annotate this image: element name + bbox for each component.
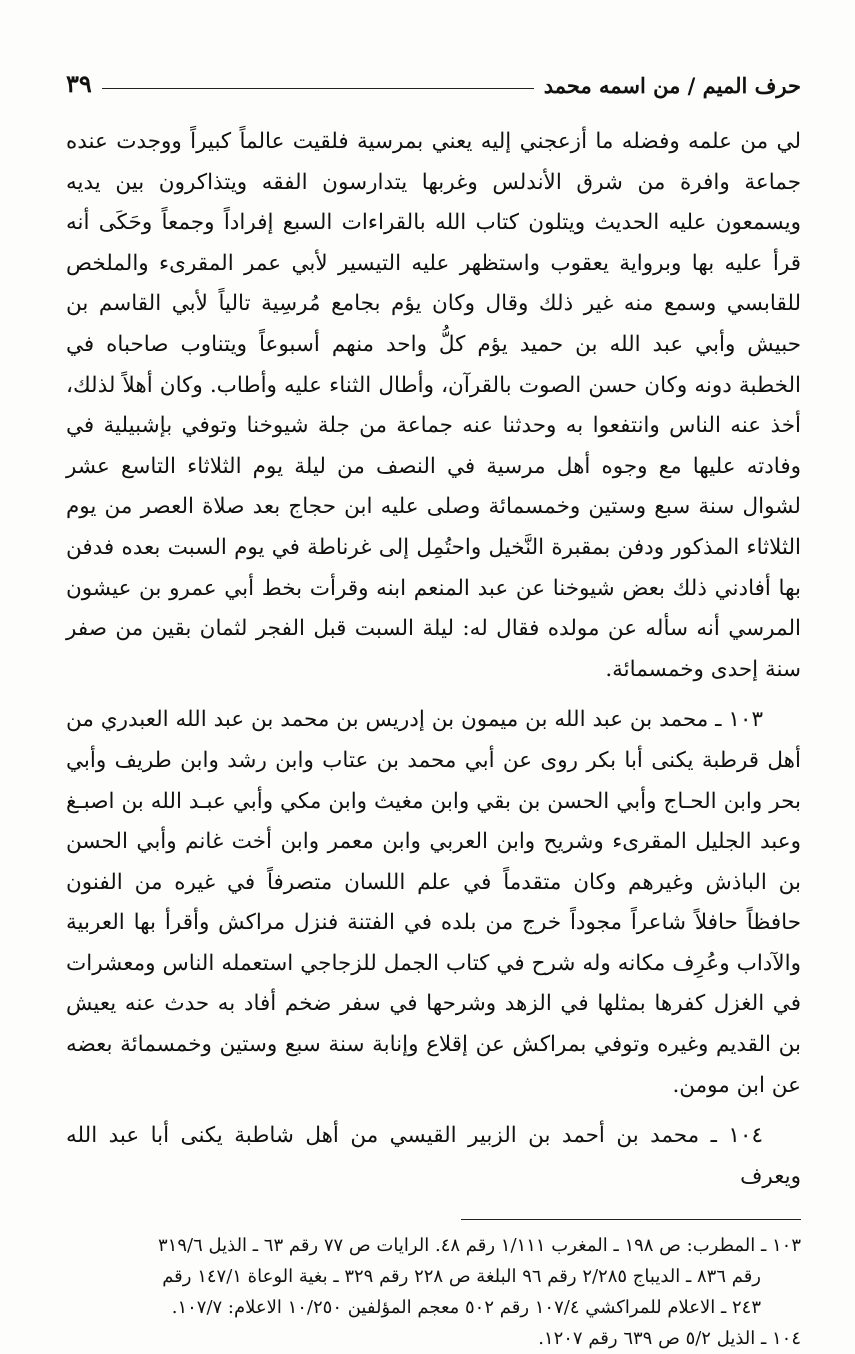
header-title: حرف الميم / من اسمه محمد bbox=[543, 73, 801, 98]
footnote-line: ١٠٤ ـ الذيل ٥/٢ ص ٦٣٩ رقم ١٢٠٧. bbox=[538, 1328, 801, 1350]
footnote-line: ١٠٣ ـ المطرب: ص ١٩٨ ـ المغرب ١/١١١ رقم ٤٨. الرايات ص ٧٧ رقم ٦٣ ـ الذيل ٣١٩/٦ bbox=[158, 1235, 801, 1257]
footnote-rule bbox=[461, 1219, 801, 1220]
main-text bbox=[66, 122, 801, 1197]
footnote-line: رقم ٨٣٦ ـ الديباج ٢/٢٨٥ رقم ٩٦ البلغة ص ٢٢٨ رقم ٣٢٩ ـ بغية الوعاة ١٤٧/١ رقم bbox=[162, 1266, 761, 1288]
footnotes bbox=[66, 1219, 801, 1354]
book-page bbox=[66, 58, 801, 1354]
paragraph-continuation: لي من علمه وفضله ما أزعجني إليه يعني بمرسية فلقيت عالماً كبيراً ووجدت عنده جماعة وافرة من شرق الأندلس وغربها يتدارسون الفقه ويتذاكرون بين يديه ويسمعون عليه الحديث ويتلون كتاب الله بالقراءات السبع إفراداً وجمعاً وحَكَى أنه قرأ عليه بها وبرواية يعقوب واستظهر عليه التيسير لأبي عمر المقرىء والملخص للقابسي وسمع منه غير ذلك وقال وكان يؤم بجامع مُرسِية تالياً لأبي القاسم بن حبيش وأبي عبد الله بن حميد يؤم كلُّ واحد منهم أسبوعاً ويتناوب صاحباه في الخطبة دونه وكان حسن الصوت بالقرآن، وأطال الثناء عليه وأطاب. وكان أهلاً لذلك، أخذ عنه الناس وانتفعوا به وحدثنا عنه جماعة من جلة شيوخنا وتوفي بإشبيلية في وفادته عليها مع وجوه أهل مرسية في النصف من ليلة يوم الثلاثاء التاسع عشر لشوال سنة سبع وستين وخمسمائة وصلى عليه ابن حجاج بعد صلاة العصر من يوم الثلاثاء المذكور ودفن بمقبرة النَّخيل واحتُمِل إلى غرناطة في يوم السبت بعده فدفن بها أفادني ذلك بعض شيوخنا عن عبد المنعم ابنه وقرأت بخط أبي عمرو بن عيشون المرسي أنه سأله عن مولده فقال له: ليلة السبت قبل الفجر لثمان بقين من صفر سنة إحدى وخمسمائة. bbox=[66, 129, 801, 682]
entry-103: ١٠٣ ـ محمد بن عبد الله بن ميمون بن إدريس بن محمد بن عبد الله العبدري من أهل قرطبة يكنى أبا بكر روى عن أبي محمد بن عتاب وابن رشد وابن طريف وأبي بحر وابن الحـاج وأبي الحسن بن بقي وابن مغيث وابن مكي وأبي عبـد الله بن اصبـغ وعبد الجليل المقرىء وشريح وابن العربي وابن معمر وابن أخت غانم وأبي الحسن بن الباذش وغيرهم وكان متقدماً في علم اللسان متصرفاً في غيره من الفنون حافظاً حافلاً شاعراً مجوداً خرج من بلده في الفتنة فنزل مراكش وأقرأ بها العربية والآداب وعُرِف مكانه وله شرح في كتاب الجمل للزجاجي استعمله الناس ومعشرات في الغزل كفرها بمثلها في الزهد وشرحها في سفر ضخم أفاد به حدث عنه يعيش بن القديم وغيره وتوفي بمراكش عن إقلاع وإنابة سنة سبع وستين وخمسمائة بعضه عن ابن مومن. bbox=[66, 707, 801, 1098]
footnote-line: ٢٤٣ ـ الاعلام للمراكشي ١٠٧/٤ رقم ٥٠٢ معجم المؤلفين ١٠/٢٥٠ الاعلام: ١٠٧/٧. bbox=[171, 1297, 761, 1319]
entry-104: ١٠٤ ـ محمد بن أحمد بن الزبير القيسي من أهل شاطبة يكنى أبا عبد الله ويعرف bbox=[66, 1123, 801, 1189]
header-rule bbox=[102, 88, 534, 89]
running-header bbox=[66, 58, 801, 98]
page-number: ٣٩ bbox=[66, 69, 92, 98]
